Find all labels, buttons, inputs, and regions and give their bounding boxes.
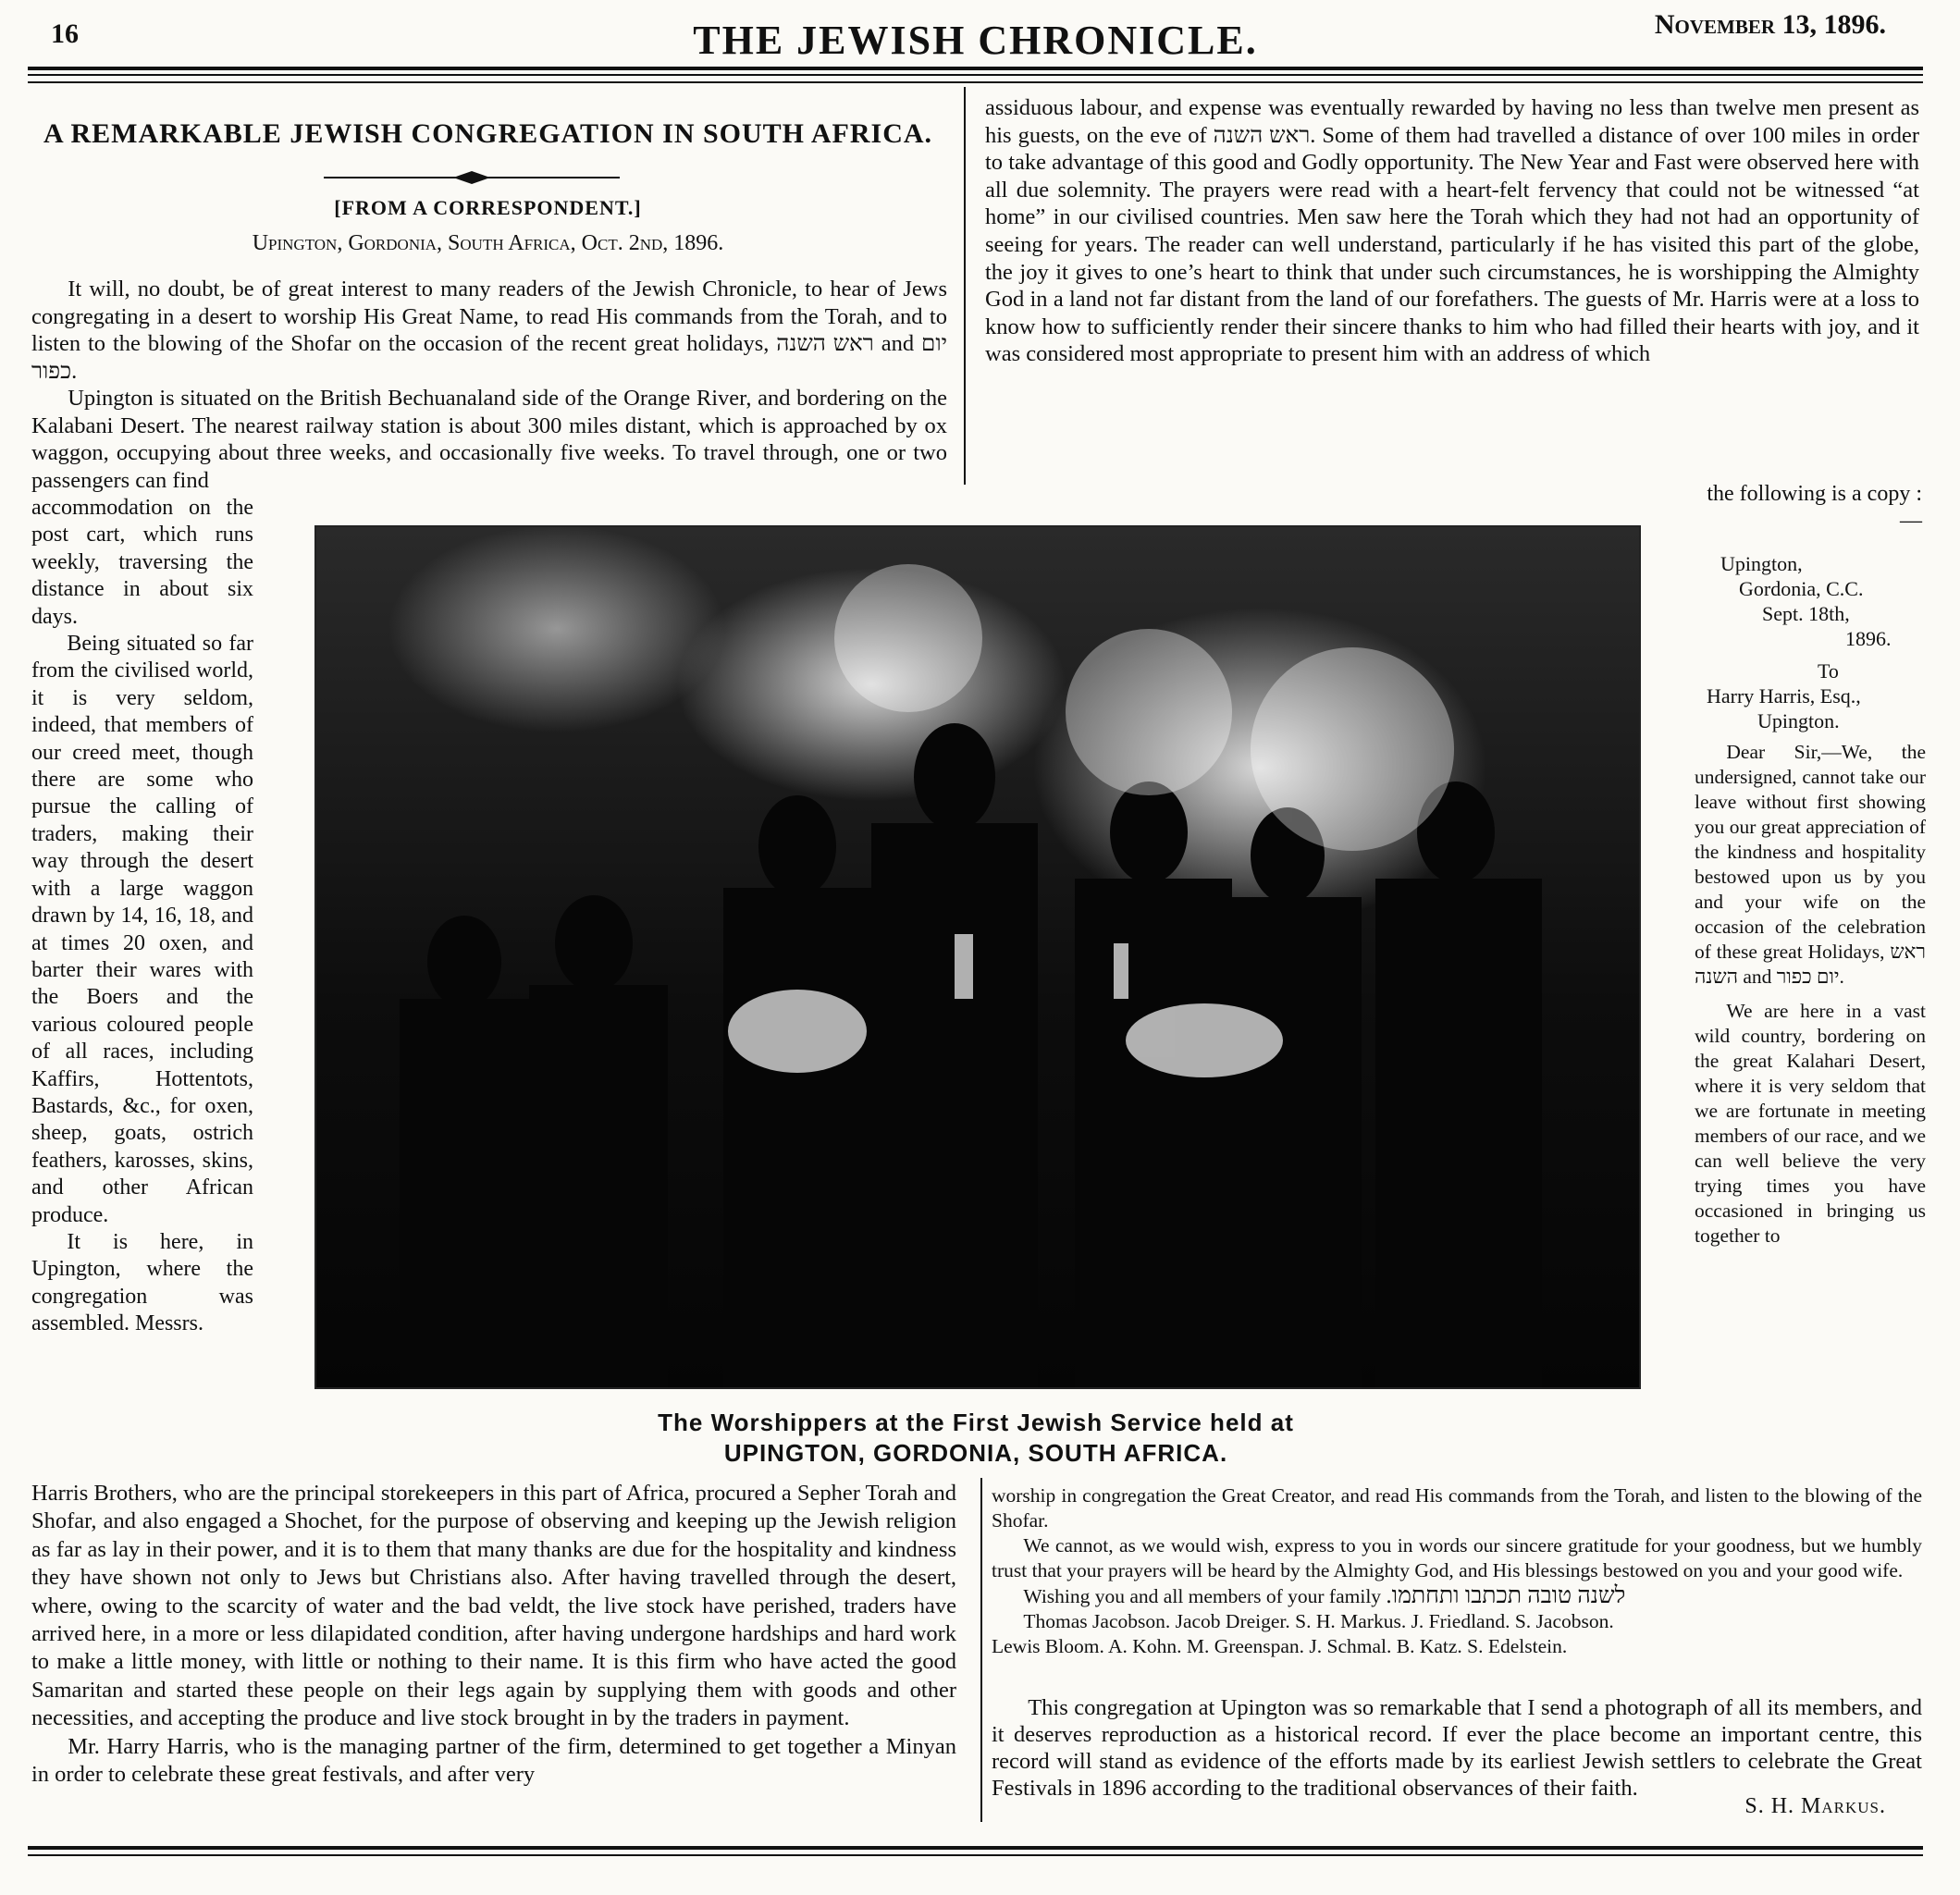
masthead-rule-thin bbox=[28, 74, 1923, 76]
letter-place-1: Upington, bbox=[1720, 552, 1803, 575]
col2-narrow-intro: the following is a copy :— bbox=[1707, 482, 1922, 533]
paragraph: It will, no doubt, be of great interest to many readers of the Jewish Chronicle, to hear of Jews congregating in a desert to worship His Great Name, to read His commands from the Torah, and to listen to the blowing of the Shofar on the occasion of the recent great holidays, ראש השנה and יום כפור. bbox=[31, 277, 948, 384]
letter-place-2: Gordonia, C.C. bbox=[1739, 577, 1864, 600]
headline-dingbat bbox=[324, 171, 620, 184]
letter-paragraph-3: We cannot, as we would wish, express to you in words our sincere gratitude for your goodness, but we humbly trust that your prayers will be heard by the Almighty God, and His blessings bestowed on you and your good wife. bbox=[992, 1534, 1922, 1581]
col1-narrow-text bbox=[31, 495, 253, 1338]
from-correspondent: [FROM A CORRESPONDENT.] bbox=[334, 196, 642, 219]
caption-line-2: UPINGTON, GORDONIA, SOUTH AFRICA. bbox=[723, 1439, 1228, 1467]
paragraph: assiduous labour, and expense was eventually rewarded by having no less than twelve men present as his guests, on the eve of ראש השנה. Some of them had travelled a distance of over 100 miles in order to take advantage of this good and Godly opportunity. The New Year and Fast were observed here with all due solemnity. The prayers were read with a heart-felt fervency that could not be witnessed “at home” in our civilised countries. Men saw here the Torah which they had not had an opportunity of seeing for years. The reader can well understand, particularly if he has visited this part of the globe, the joy it gives to one’s heart to think that under such circumstances, he is worshipping the Almighty God in a land not far distant from the land of our forefathers. The guests of Mr. Harris were at a loss to know how to sufficiently render their sincere thanks to him who had filled their hearts with joy, and it was considered most appropriate to present him with an address of which bbox=[985, 95, 1919, 367]
col1-bottom-text bbox=[31, 1480, 956, 1789]
worshippers-photograph bbox=[314, 525, 1641, 1389]
letter-addressee: Harry Harris, Esq., bbox=[1707, 684, 1861, 708]
paragraph: Being situated so far from the civilised world, it is very seldom, indeed, that members of our creed meet, though there are some who pursue the calling of traders, making their way through the desert with a large waggon drawn by 14, 16, 18, and at times 20 oxen, and barter their wares with the Boers and the various coloured people of all races, including Kaffirs, Hottentots, Bastards, &c., for oxen, sheep, goats, ostrich feathers, karosses, skins, and other African produce. bbox=[31, 632, 253, 1227]
photograph-figures bbox=[316, 527, 1639, 1387]
letter-body-narrow bbox=[1695, 740, 1926, 1249]
issue-date: November 13, 1896. bbox=[1654, 9, 1886, 40]
footer-rule-thin bbox=[28, 1854, 1923, 1856]
column-divider-top bbox=[964, 87, 966, 485]
signatories-line-1: Thomas Jacobson. Jacob Dreiger. S. H. Markus. J. Friedland. S. Jacobson. bbox=[1023, 1610, 1614, 1632]
letter-paragraph-2: We are here in a vast wild country, bordering on the great Kalahari Desert, where it is very seldom that we are fortunate in meeting members of our race, and we can well believe the very trying times you have occasioned in bringing us together to bbox=[1695, 1000, 1926, 1247]
letter-date-1: Sept. 18th, bbox=[1762, 602, 1850, 625]
signatories-line-2: Lewis Bloom. A. Kohn. M. Greenspan. J. Schmal. B. Katz. S. Edelstein. bbox=[992, 1635, 1568, 1657]
letter-body-bottom bbox=[992, 1483, 1922, 1659]
masthead-rule-heavy bbox=[28, 67, 1923, 70]
masthead-row bbox=[28, 17, 1923, 72]
paragraph: Mr. Harry Harris, who is the managing partner of the firm, determined to get together a Minyan in order to celebrate these great festivals, and after very bbox=[31, 1733, 956, 1788]
letter-continuation: worship in congregation the Great Creator, and read His commands from the Torah, and listen to the blowing of the Shofar. bbox=[992, 1484, 1922, 1532]
paragraph: Upington is situated on the British Bechuanaland side of the Orange River, and bordering on the Kalabani Desert. The nearest railway station is about 300 miles distant, which is approached by ox waggon, occupying about three weeks, and occasionally five weeks. To travel through, one or two passengers can find bbox=[31, 386, 947, 493]
paragraph: It is here, in Upington, where the congregation was assembled. Messrs. bbox=[31, 1229, 253, 1336]
article-headline: A REMARKABLE JEWISH CONGREGATION IN SOUTH AFRICA. bbox=[43, 118, 933, 149]
letter-address bbox=[1707, 551, 1905, 733]
paragraph: Harris Brothers, who are the principal storekeepers in this part of Africa, procured a Sepher Torah and Shofar, and also engaged a Shochet, for the purpose of observing and keeping up the Jewish religion as far as lay in their power, and it is to them that many thanks are due for the hospitality and kindness they have shown not only to Jews but Christians also. After having travelled through the desert, where, owing to the scarcity of water and the bad veldt, the live stock have perished, traders have arrived here, in a more or less dilapidated condition, after having undergone hardships and hard work to make a little money, with little or nothing to their name. It is this firm who have acted the good Samaritan and started these people on their legs again by supplying them with goods and other necessities, and accepting the produce and live stock brought in by the traders in payment. bbox=[31, 1481, 956, 1731]
signature: S. H. Markus. bbox=[1744, 1794, 1886, 1818]
photo-caption bbox=[314, 1408, 1637, 1469]
page-number: 16 bbox=[51, 18, 79, 49]
paragraph: accommodation on the post cart, which runs weekly, traversing the distance in about six days. bbox=[31, 496, 253, 629]
newspaper-title: THE JEWISH CHRONICLE. bbox=[693, 18, 1258, 63]
col1-top-text bbox=[31, 276, 947, 494]
letter-paragraph-1: Dear Sir,—We, the undersigned, cannot take our leave without first showing you our great appreciation of the kindness and hospitality bestowed upon us by you and your wife on the occasion of the celebration of these great Holidays, ראש השנה and יום כפור. bbox=[1695, 741, 1926, 988]
letter-wishing bbox=[992, 1583, 1922, 1609]
letter-date-2: 1896. bbox=[1845, 627, 1892, 650]
footer-rule-heavy bbox=[28, 1846, 1923, 1850]
caption-line-1: The Worshippers at the First Jewish Service held at bbox=[658, 1409, 1294, 1436]
masthead-rule-thin-2 bbox=[28, 81, 1923, 83]
col2-top-text bbox=[985, 94, 1919, 368]
wishing-text: Wishing you and all members of your family bbox=[1023, 1585, 1382, 1607]
paragraph: This congregation at Upington was so remarkable that I send a photograph of all its members, and it deserves reproduction as a historical record. If ever the place become an important centre, this record will stand as evidence of the efforts made by its earliest Jewish settlers to celebrate the Great Festivals in 1896 according to the traditional observances of their faith. bbox=[992, 1695, 1922, 1801]
wishing-hebrew: לשנה טובה תכתבו ותחתמו. bbox=[1386, 1583, 1626, 1608]
dateline: Upington, Gordonia, South Africa, Oct. 2nd, 1896. bbox=[252, 231, 724, 255]
letter-addressee-place: Upington. bbox=[1757, 709, 1840, 732]
closing-paragraph bbox=[992, 1694, 1922, 1802]
column-divider-bottom bbox=[980, 1478, 982, 1822]
letter-to: To bbox=[1818, 659, 1839, 683]
